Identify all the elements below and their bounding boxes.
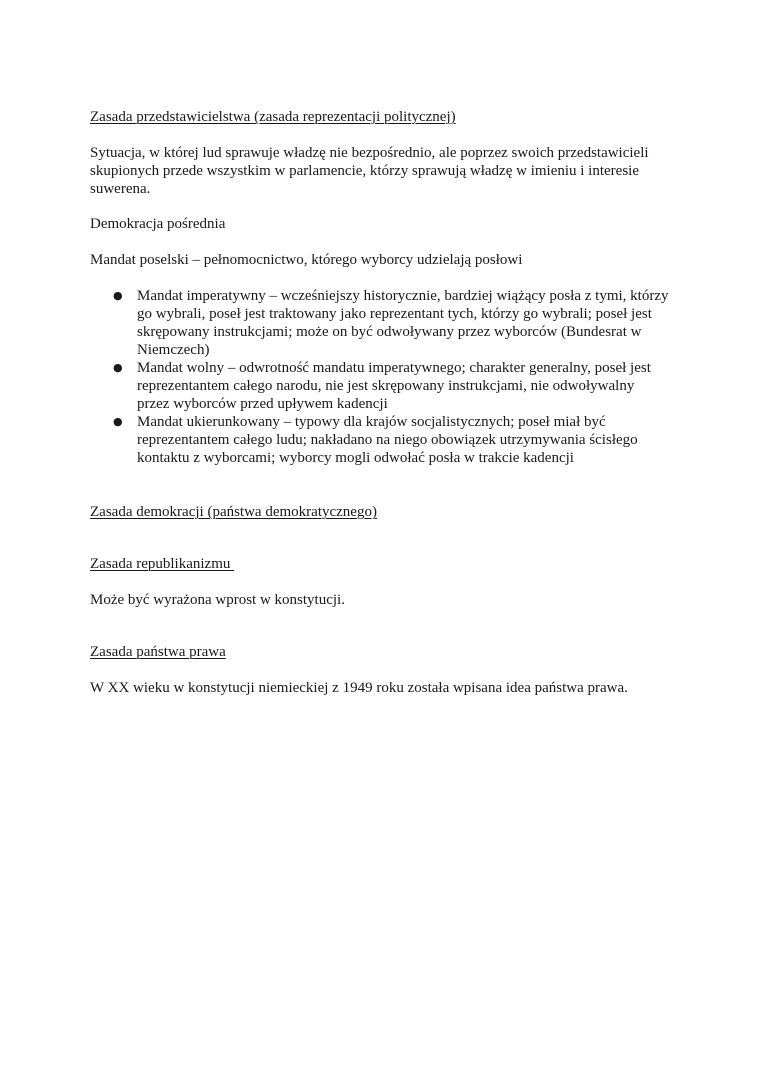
mandate-definition: Mandat poselski – pełnomocnictwo, którego wyborcy udzielają posłowi [90,252,523,268]
spacer [90,198,670,215]
heading-representation-principle: Zasada przedstawicielstwa (zasada reprezentacji politycznej) [90,109,456,125]
heading-democracy-principle: Zasada demokracji (państwa demokratycznego) [90,504,377,520]
bullet-icon: ● [113,289,123,302]
list-item-text: Mandat ukierunkowany – typowy dla krajów socjalistycznych; poseł miał być reprezentantem całego ludu; nakładano na niego obowiązek utrzymywania ścisłego kontaktu z wyborcami; wyborcy mogli odwołać posła w trakcie kadencji [137,414,638,466]
spacer [90,573,670,591]
rule-of-law-text: W XX wieku w konstytucji niemieckiej z 1949 roku została wpisana idea państwa prawa. [90,680,628,696]
list-item-free-mandate [90,359,670,413]
list-item-text: Mandat imperatywny – wcześniejszy historycznie, bardziej wiążący posła z tymi, którzy go wybrali, poseł jest traktowany jako reprezentant tych, którzy go wybrali; poseł jest skrępowany instrukcjami; może on być odwoływany przez wyborców (Bundesrat w Niemczech) [137,288,669,358]
bullet-icon: ● [113,415,123,428]
spacer [90,661,670,679]
indirect-democracy-label: Demokracja pośrednia [90,216,226,232]
document-page [90,108,670,697]
spacer [90,269,670,287]
bullet-icon: ● [113,361,123,374]
heading-rule-of-law-principle: Zasada państwa prawa [90,644,226,660]
spacer [90,521,670,555]
mandate-types-list [90,287,670,467]
list-item-text: Mandat wolny – odwrotność mandatu imperatywnego; charakter generalny, poseł jest reprezentantem całego narodu, nie jest skrępowany instrukcjami, nie odwoływalny przez wyborców przed upływem kadencji [137,360,651,412]
list-item-imperative-mandate [90,287,670,359]
spacer [90,126,670,144]
list-item-directed-mandate [90,413,670,467]
spacer [90,609,670,643]
representation-definition: Sytuacja, w której lud sprawuje władzę nie bezpośrednio, ale poprzez swoich przedstawicieli skupionych przede wszystkim w parlamencie, którzy sprawują władzę w imieniu i interesie suwerena. [90,145,649,197]
spacer [90,233,670,251]
republicanism-text: Może być wyrażona wprost w konstytucji. [90,592,345,608]
heading-republicanism-principle: Zasada republikanizmu [90,556,235,572]
spacer [90,467,670,503]
